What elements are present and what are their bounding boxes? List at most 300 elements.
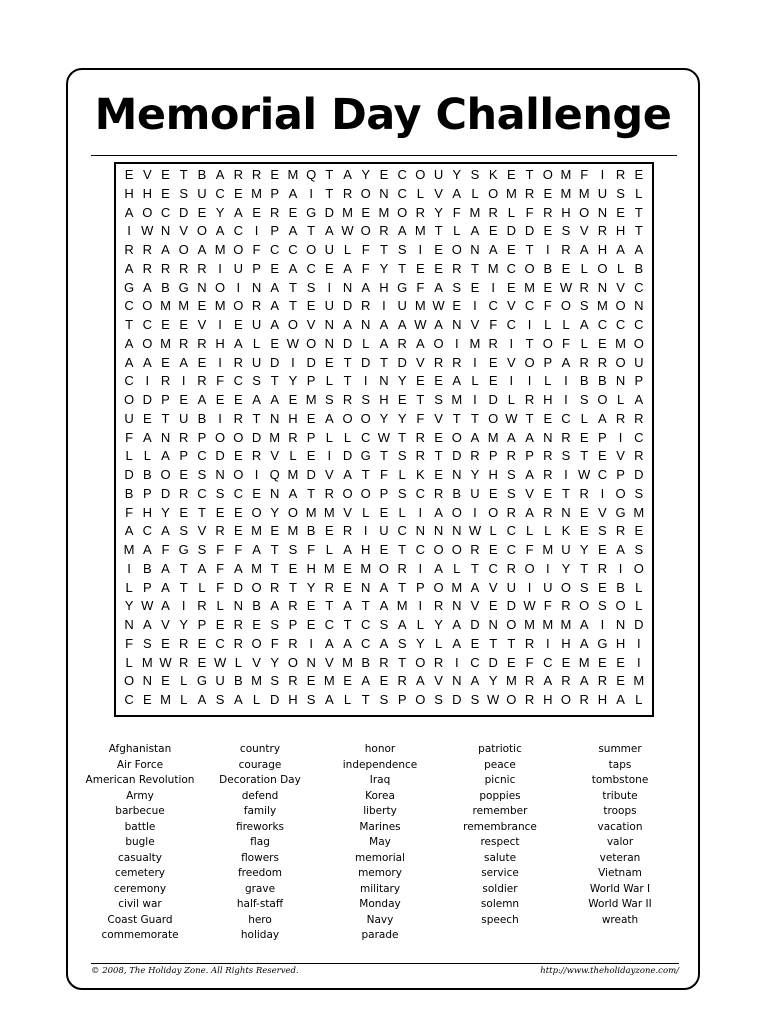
grid-letter: O — [524, 260, 535, 276]
grid-letter: N — [488, 617, 498, 632]
grid-letter: R — [524, 185, 535, 201]
grid-letter: F — [125, 635, 134, 651]
grid-letter: S — [561, 448, 571, 464]
grid-letter: A — [124, 335, 134, 351]
grid-letter: T — [398, 429, 407, 445]
word-column — [440, 742, 560, 944]
grid-letter: R — [597, 560, 608, 576]
grid-letter: I — [600, 617, 605, 632]
grid-letter: O — [287, 317, 298, 332]
grid-letter: P — [179, 448, 189, 464]
grid-letter: V — [179, 223, 189, 239]
grid-letter: B — [616, 579, 625, 595]
grid-letter: Y — [379, 260, 389, 276]
grid-letter: P — [270, 185, 280, 201]
grid-letter: O — [415, 654, 426, 670]
grid-letter: S — [470, 167, 480, 182]
grid-letter: R — [397, 560, 407, 576]
grid-letter: M — [305, 504, 317, 520]
grid-letter: L — [362, 504, 370, 520]
grid-letter: C — [361, 429, 371, 445]
grid-letter: A — [124, 260, 134, 276]
grid-letter: O — [524, 354, 535, 370]
grid-letter: O — [451, 542, 462, 557]
word-list-item: Air Force — [116, 758, 164, 771]
grid-letter: W — [468, 523, 482, 539]
grid-letter: O — [360, 485, 371, 501]
word-list-item: World War I — [589, 882, 651, 895]
grid-letter: E — [434, 429, 443, 445]
word-list-item: bugle — [125, 836, 155, 848]
grid-letter: A — [525, 429, 534, 445]
grid-letter: E — [488, 354, 498, 370]
grid-letter: I — [291, 354, 295, 370]
grid-letter: I — [145, 373, 150, 389]
grid-letter: L — [125, 448, 133, 464]
grid-letter: M — [214, 242, 226, 257]
grid-letter: E — [197, 354, 207, 370]
word-list-item: World War II — [588, 898, 652, 910]
grid-letter: A — [142, 617, 152, 632]
word-list-item: troops — [603, 805, 637, 817]
grid-letter: N — [452, 598, 462, 614]
grid-letter: E — [252, 204, 261, 220]
grid-letter: B — [452, 485, 462, 501]
grid-letter: I — [236, 279, 241, 295]
grid-letter: N — [361, 317, 371, 332]
grid-letter: C — [233, 223, 244, 239]
grid-letter: O — [196, 223, 207, 239]
grid-letter: F — [161, 542, 170, 557]
grid-letter: A — [343, 167, 352, 182]
grid-letter: O — [524, 560, 535, 576]
grid-letter: T — [507, 635, 516, 651]
grid-letter: C — [397, 523, 407, 539]
grid-letter: V — [434, 410, 443, 426]
grid-letter: M — [414, 223, 426, 239]
grid-letter: E — [361, 204, 371, 220]
grid-letter: L — [343, 692, 352, 707]
grid-letter: Q — [306, 167, 317, 182]
grid-letter: S — [179, 523, 189, 539]
grid-letter: E — [197, 635, 207, 651]
grid-letter: R — [615, 523, 626, 539]
grid-letter: O — [251, 579, 262, 595]
grid-letter: A — [397, 317, 407, 332]
grid-letter: N — [597, 204, 608, 220]
grid-letter: A — [252, 392, 261, 407]
grid-letter: Y — [161, 504, 170, 520]
grid-letter: R — [634, 448, 644, 464]
grid-letter: O — [415, 167, 426, 182]
grid-letter: B — [142, 467, 152, 482]
grid-letter: U — [251, 317, 262, 332]
grid-letter: I — [218, 410, 222, 426]
grid-letter: T — [288, 279, 297, 295]
grid-letter: F — [270, 635, 279, 651]
grid-letter: B — [197, 167, 207, 182]
word-list-item: taps — [608, 758, 632, 771]
grid-letter: L — [580, 335, 588, 351]
grid-letter: M — [251, 185, 262, 201]
grid-letter: T — [361, 598, 370, 614]
grid-letter: R — [524, 692, 535, 707]
grid-letter: A — [124, 523, 134, 539]
grid-letter: R — [288, 673, 298, 689]
grid-letter: A — [525, 504, 534, 520]
grid-letter: V — [197, 317, 207, 332]
grid-letter: L — [362, 335, 370, 351]
grid-letter: K — [416, 467, 425, 482]
grid-letter: D — [233, 579, 244, 595]
grid-letter: P — [197, 617, 207, 632]
grid-letter: L — [635, 579, 643, 595]
grid-letter: T — [288, 298, 297, 314]
grid-letter: L — [525, 523, 534, 539]
grid-letter: L — [635, 692, 643, 707]
grid-letter: L — [216, 598, 224, 614]
grid-letter: C — [142, 523, 152, 539]
grid-letter: E — [288, 204, 298, 220]
grid-letter: F — [543, 598, 552, 614]
grid-letter: V — [616, 279, 625, 295]
grid-letter: S — [325, 392, 334, 407]
grid-letter: F — [580, 167, 589, 182]
grid-letter: S — [142, 635, 152, 651]
grid-letter: T — [125, 317, 134, 332]
grid-letter: D — [452, 448, 462, 464]
grid-letter: E — [233, 504, 243, 520]
grid-letter: O — [397, 204, 408, 220]
grid-letter: E — [598, 654, 607, 670]
grid-letter: S — [215, 692, 225, 707]
grid-letter: E — [306, 410, 316, 426]
grid-letter: L — [616, 260, 625, 276]
grid-letter: S — [270, 617, 280, 632]
grid-letter: T — [325, 185, 334, 201]
grid-letter: P — [306, 373, 316, 389]
grid-letter: A — [197, 560, 207, 576]
grid-letter: Y — [270, 654, 280, 670]
grid-letter: A — [361, 279, 371, 295]
grid-letter: V — [306, 317, 316, 332]
grid-letter: R — [233, 635, 244, 651]
grid-letter: I — [382, 298, 386, 314]
grid-letter: G — [178, 542, 189, 557]
grid-letter: E — [507, 654, 516, 670]
grid-letter: E — [579, 523, 589, 539]
grid-letter: I — [473, 392, 477, 407]
grid-letter: R — [470, 542, 480, 557]
grid-letter: O — [560, 692, 572, 707]
word-list-item: half-staff — [236, 898, 284, 910]
grid-letter: S — [634, 485, 644, 501]
grid-letter: T — [179, 167, 188, 182]
grid-letter: F — [543, 298, 552, 314]
grid-letter: B — [543, 260, 553, 276]
grid-letter: V — [507, 354, 516, 370]
grid-letter: D — [634, 617, 644, 632]
grid-letter: E — [379, 504, 389, 520]
grid-letter: M — [287, 167, 299, 182]
grid-letter: M — [160, 298, 171, 314]
word-list-item: veteran — [599, 851, 641, 864]
grid-letter: L — [434, 635, 443, 651]
grid-letter: O — [451, 242, 462, 257]
grid-letter: S — [507, 467, 516, 482]
grid-letter: Y — [306, 579, 316, 595]
grid-letter: A — [325, 223, 334, 239]
word-list-item: commemorate — [101, 929, 179, 941]
grid-letter: C — [124, 373, 134, 389]
grid-letter: M — [633, 504, 645, 520]
grid-letter: C — [506, 542, 517, 557]
grid-letter: R — [197, 260, 207, 276]
grid-letter: I — [473, 504, 477, 520]
grid-letter: D — [506, 598, 517, 614]
grid-letter: R — [251, 298, 262, 314]
grid-letter: W — [559, 279, 573, 295]
grid-letter: D — [270, 692, 280, 707]
grid-letter: T — [580, 448, 589, 464]
grid-letter: O — [433, 579, 444, 595]
grid-letter: L — [252, 692, 261, 707]
grid-letter: V — [525, 485, 534, 501]
grid-letter: L — [635, 598, 643, 614]
page-title: Memorial Day Challenge — [94, 90, 672, 140]
grid-letter: O — [506, 692, 517, 707]
grid-letter: U — [470, 485, 480, 501]
word-list-item: Marines — [359, 820, 401, 833]
grid-letter: E — [507, 242, 516, 257]
grid-letter: I — [309, 635, 313, 651]
grid-letter: P — [598, 429, 607, 445]
grid-letter: C — [597, 317, 608, 332]
grid-letter: R — [506, 560, 517, 576]
grid-letter: A — [452, 373, 462, 389]
grid-letter: C — [288, 242, 298, 257]
grid-letter: R — [397, 673, 407, 689]
grid-letter: Y — [434, 617, 443, 632]
grid-letter: O — [342, 410, 353, 426]
grid-letter: G — [124, 279, 135, 295]
grid-letter: E — [343, 560, 352, 576]
grid-letter: R — [179, 635, 189, 651]
grid-letter: T — [470, 410, 479, 426]
grid-letter: A — [434, 504, 443, 520]
grid-letter: A — [270, 317, 280, 332]
grid-letter: A — [179, 354, 189, 370]
grid-letter: L — [180, 673, 188, 689]
grid-letter: N — [615, 617, 626, 632]
grid-letter: W — [505, 410, 518, 426]
grid-letter: A — [616, 542, 625, 557]
grid-letter: F — [216, 542, 225, 557]
grid-letter: C — [415, 485, 426, 501]
grid-letter: A — [161, 523, 170, 539]
word-list-item: Coast Guard — [107, 913, 173, 926]
word-list-item: wreath — [601, 913, 639, 926]
grid-letter: V — [416, 354, 425, 370]
grid-letter: T — [452, 410, 461, 426]
grid-letter: R — [160, 260, 171, 276]
grid-letter: D — [488, 392, 498, 407]
grid-letter: M — [342, 204, 353, 220]
grid-letter: H — [215, 335, 225, 351]
grid-letter: T — [525, 410, 534, 426]
grid-letter: L — [507, 392, 515, 407]
grid-letter: V — [142, 167, 152, 182]
grid-letter: C — [361, 635, 371, 651]
grid-letter: A — [233, 204, 243, 220]
grid-letter: P — [288, 617, 298, 632]
grid-letter: M — [378, 204, 390, 220]
grid-letter: Y — [215, 204, 225, 220]
grid-letter: H — [615, 223, 626, 239]
grid-letter: R — [524, 673, 535, 689]
grid-letter: N — [452, 673, 462, 689]
grid-letter: A — [579, 317, 589, 332]
grid-letter: P — [197, 429, 207, 445]
grid-letter: E — [561, 260, 571, 276]
grid-letter: R — [543, 448, 553, 464]
grid-letter: A — [561, 354, 571, 370]
grid-letter: B — [142, 560, 152, 576]
grid-letter: D — [324, 204, 335, 220]
grid-letter: C — [215, 185, 225, 201]
grid-letter: S — [434, 392, 443, 407]
grid-letter: R — [397, 335, 407, 351]
grid-letter: V — [488, 579, 498, 595]
grid-letter: O — [633, 560, 644, 576]
grid-letter: C — [615, 317, 626, 332]
grid-letter: R — [342, 185, 353, 201]
grid-letter: E — [434, 260, 443, 276]
grid-letter: E — [288, 560, 298, 576]
grid-letter: D — [361, 354, 371, 370]
grid-letter: B — [252, 598, 261, 614]
grid-letter: F — [361, 242, 370, 257]
grid-letter: U — [215, 673, 225, 689]
grid-letter: M — [178, 298, 190, 314]
grid-letter: L — [416, 617, 424, 632]
word-list-item: Decoration Day — [219, 774, 301, 786]
grid-letter: O — [488, 504, 499, 520]
grid-letter: L — [234, 654, 242, 670]
grid-letter: R — [324, 579, 335, 595]
word-list-item: remember — [472, 805, 528, 817]
grid-letter: R — [415, 204, 426, 220]
grid-letter: C — [506, 260, 517, 276]
grid-letter: A — [434, 279, 443, 295]
grid-letter: G — [196, 673, 207, 689]
grid-letter: E — [306, 673, 316, 689]
word-list-item: battle — [124, 820, 156, 833]
grid-letter: P — [416, 579, 425, 595]
grid-letter: N — [306, 654, 316, 670]
grid-letter: A — [379, 317, 389, 332]
grid-letter: I — [454, 654, 459, 670]
grid-letter: L — [562, 317, 570, 332]
grid-letter: C — [361, 617, 371, 632]
grid-letter: T — [525, 167, 534, 182]
grid-letter: R — [579, 692, 589, 707]
word-list-item: Korea — [365, 789, 395, 802]
grid-letter: C — [597, 467, 608, 482]
grid-letter: I — [527, 373, 532, 389]
grid-letter: E — [616, 204, 625, 220]
grid-letter: R — [179, 485, 189, 501]
grid-letter: I — [509, 373, 514, 389]
grid-letter: C — [634, 317, 644, 332]
grid-letter: S — [306, 692, 316, 707]
grid-letter: L — [471, 185, 479, 201]
grid-letter: D — [342, 298, 353, 314]
grid-letter: E — [161, 185, 170, 201]
word-list-item: family — [243, 805, 277, 817]
grid-letter: R — [470, 448, 480, 464]
grid-letter: C — [233, 373, 244, 389]
grid-letter: A — [215, 223, 225, 239]
grid-letter: E — [470, 635, 480, 651]
grid-letter: C — [543, 654, 553, 670]
grid-letter: V — [434, 673, 443, 689]
grid-letter: R — [433, 654, 444, 670]
grid-letter: T — [379, 448, 388, 464]
grid-letter: L — [289, 448, 297, 464]
grid-letter: Y — [416, 635, 425, 651]
website-link[interactable]: http://www.theholidayzone.com/ — [540, 966, 679, 976]
grid-letter: D — [452, 692, 462, 707]
grid-letter: D — [306, 467, 316, 482]
grid-letter: E — [616, 654, 625, 670]
grid-letter: M — [360, 560, 372, 576]
grid-letter: R — [615, 167, 626, 182]
grid-letter: S — [397, 635, 407, 651]
grid-letter: H — [543, 392, 553, 407]
grid-letter: E — [416, 373, 425, 389]
grid-letter: A — [470, 579, 480, 595]
grid-letter: T — [434, 448, 443, 464]
grid-letter: T — [525, 335, 534, 351]
grid-letter: R — [452, 354, 462, 370]
grid-letter: R — [488, 335, 498, 351]
grid-letter: R — [233, 354, 244, 370]
grid-letter: A — [397, 617, 407, 632]
grid-letter: S — [270, 673, 280, 689]
grid-letter: T — [416, 392, 425, 407]
grid-letter: E — [397, 392, 407, 407]
grid-letter: S — [616, 185, 625, 201]
grid-letter: R — [197, 373, 207, 389]
grid-letter: F — [307, 542, 316, 557]
grid-letter: W — [578, 467, 591, 482]
grid-letter: E — [416, 260, 425, 276]
grid-letter: M — [615, 335, 626, 351]
grid-letter: I — [363, 373, 368, 389]
grid-letter: E — [161, 635, 170, 651]
grid-letter: Y — [470, 467, 480, 482]
grid-letter: U — [506, 579, 517, 595]
grid-letter: F — [125, 429, 134, 445]
grid-letter: P — [270, 223, 280, 239]
grid-letter: F — [379, 467, 388, 482]
grid-letter: O — [542, 167, 553, 182]
grid-letter: R — [197, 335, 207, 351]
grid-letter: R — [142, 242, 152, 257]
grid-letter: R — [233, 617, 244, 632]
grid-letter: D — [306, 354, 316, 370]
